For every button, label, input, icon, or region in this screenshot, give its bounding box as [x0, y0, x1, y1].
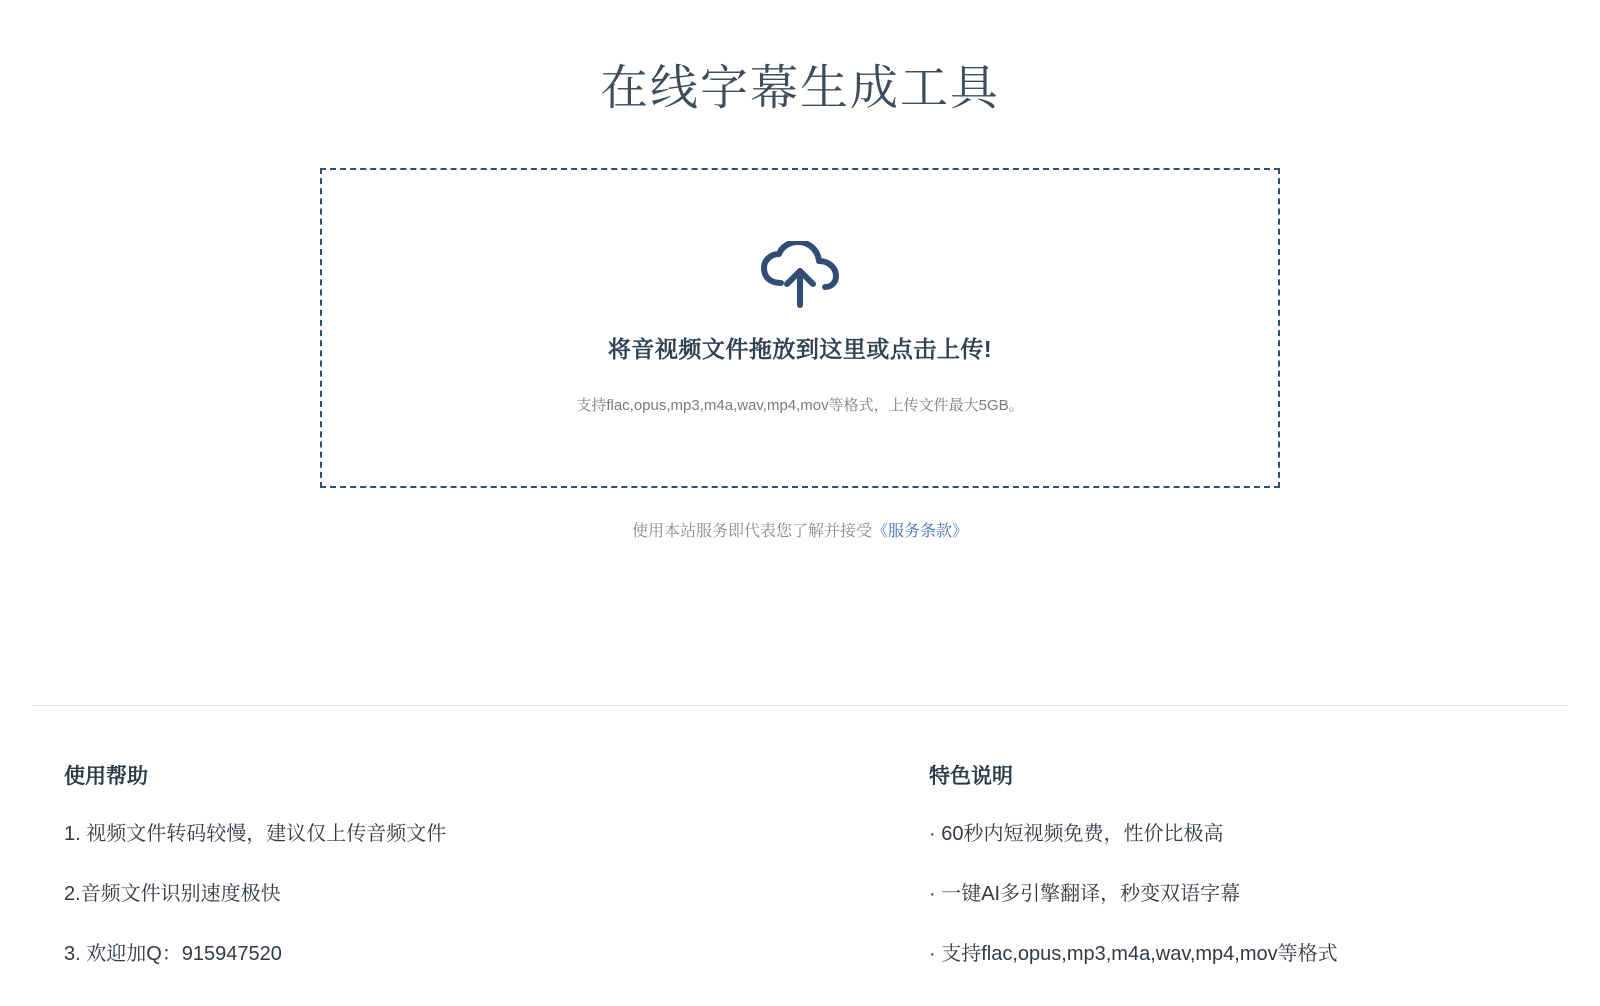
dropzone-main-text: 将音视频文件拖放到这里或点击上传!	[607, 336, 993, 363]
help-item: 3. 欢迎加Q：915947520	[64, 943, 282, 965]
info-columns	[0, 760, 1600, 1002]
features-column	[920, 760, 1600, 1002]
help-item: 2.音频文件识别速度极快	[64, 883, 281, 905]
terms-prefix-text: 使用本站服务即代表您了解并接受	[631, 523, 872, 541]
file-dropzone[interactable]	[320, 168, 1280, 488]
help-item: 1. 视频文件转码较慢，建议仅上传音频文件	[64, 823, 447, 845]
terms-notice	[320, 488, 1280, 541]
features-item: · 一键AI多引擎翻译，秒变双语字幕	[929, 883, 1241, 905]
features-item: · 支持flac,opus,mp3,m4a,wav,mp4,mov等格式	[929, 943, 1338, 965]
page-title: 在线字幕生成工具	[599, 62, 1000, 115]
help-title: 使用帮助	[64, 765, 148, 788]
features-title: 特色说明	[929, 765, 1013, 788]
help-column	[0, 760, 920, 1002]
dropzone-sub-text: 支持flac,opus,mp3,m4a,wav,mp4,mov等格式，上传文件最大5GB。	[576, 397, 1024, 415]
terms-link[interactable]: 《服务条款》	[872, 523, 969, 541]
section-divider	[32, 705, 1568, 706]
cloud-upload-icon	[761, 241, 839, 309]
features-item: · 60秒内短视频免费，性价比极高	[929, 823, 1224, 845]
upload-section	[320, 120, 1280, 541]
